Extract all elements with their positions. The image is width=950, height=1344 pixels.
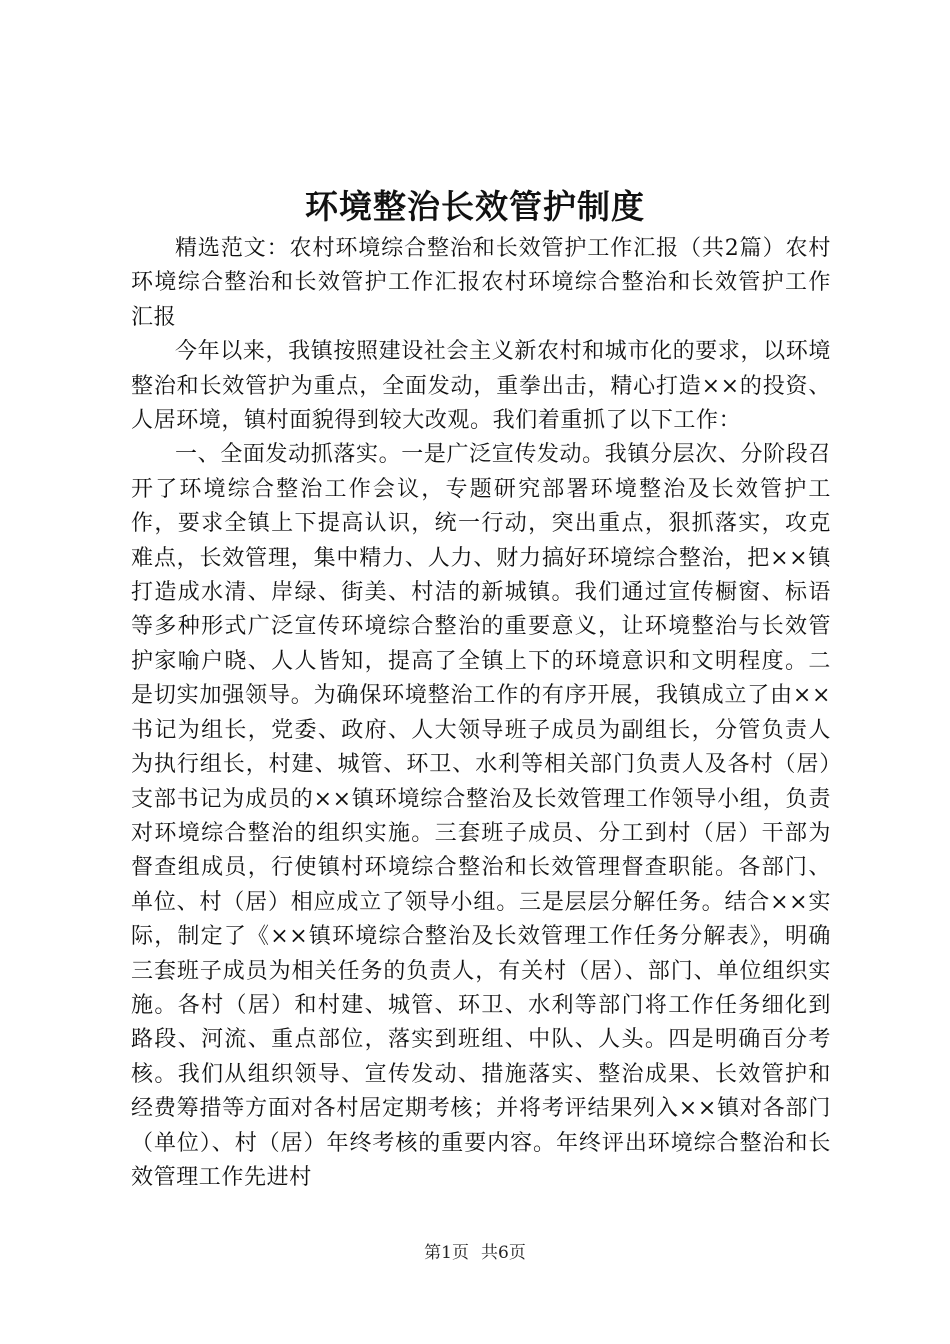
page-footer [0,1241,950,1265]
paragraph-intro: 精选范文：农村环境综合整治和长效管护工作汇报（共2篇）农村环境综合整治和长效管护工作汇报农村环境综合整治和长效管护工作汇报 [131,236,831,330]
page-number: 第1页 [424,1243,469,1263]
page-total: 共6页 [481,1243,526,1263]
paragraph-overview: 今年以来，我镇按照建设社会主义新农村和城市化的要求，以环境整治和长效管护为重点，全面发动，重拳出击，精心打造××的投资、人居环境，镇村面貌得到较大改观。我们着重抓了以下工作： [131,339,831,434]
paragraph-section-one: 一、全面发动抓落实。一是广泛宣传发动。我镇分层次、分阶段召开了环境综合整治工作会议，专题研究部署环境整治及长效管护工作，要求全镇上下提高认识，统一行动，突出重点，狠抓落实，攻克难点，长效管理，集中精力、人力、财力搞好环境综合整治，把××镇打造成水清、岸绿、街美、村洁的新城镇。我们通过宣传橱窗、标语等多种形式广泛宣传环境综合整治的重要意义，让环境整治与长效管护家喻户晓、人人皆知，提高了全镇上下的环境意识和文明程度。二是切实加强领导。为确保环境整治工作的有序开展，我镇成立了由××书记为组长，党委、政府、人大领导班子成员为副组长，分管负责人为执行组长，村建、城管、环卫、水利等相关部门负责人及各村（居）支部书记为成员的××镇环境综合整治及长效管理工作领导小组，负责对环境综合整治的组织实施。三套班子成员、分工到村（居）干部为督查组成员，行使镇村环境综合整治和长效管理督查职能。各部门、单位、村（居）相应成立了领导小组。三是层层分解任务。结合××实际，制定了《××镇环境综合整治及长效管理工作任务分解表》，明确三套班子成员为相关任务的负责人，有关村（居）、部门、单位组织实施。各村（居）和村建、城管、环卫、水利等部门将工作任务细化到路段、河流、重点部位，落实到班组、中队、人头。四是明确百分考核。我们从组织领导、宣传发动、措施落实、整治成果、长效管护和经费筹措等方面对各村居定期考核；并将考评结果列入××镇对各部门（单位）、村（居）年终考核的重要内容。年终评出环境综合整治和长效管理工作先进村 [131,442,831,1190]
document-title: 环境整治长效管护制度 [305,187,645,226]
document-body [131,232,831,1195]
